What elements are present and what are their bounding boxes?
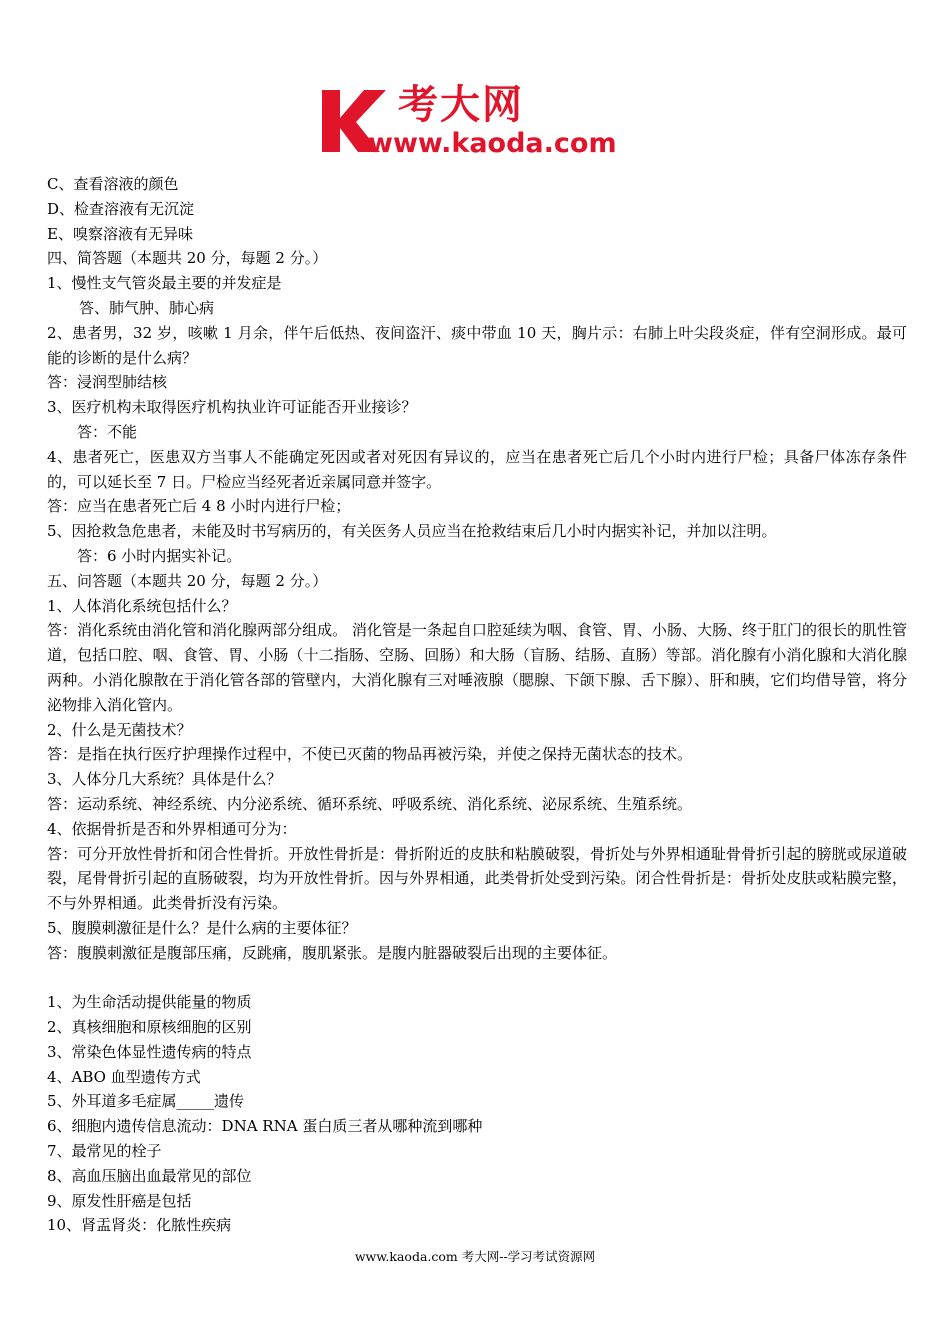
answer: 答：浸润型肺结核 (47, 373, 168, 392)
answer: 答：消化系统由消化管和消化腺两部分组成。 消化管是一条起自口腔延续为咽、食管、胃、小肠、大肠、终于肛门的很长的肌性管道，包括口腔、咽、食管、胃、小肠（十二指肠、空肠、回肠）和大肠（盲肠、结肠、直肠）等部。消化腺有小消化腺和大消化腺两种。小消化腺散在于消化管各部的管壁内，大消化腺有三对唾液腺（腮腺、下颌下腺、舌下腺）、肝和胰，它们均借导管，将分泌物排入消化管内。 (47, 621, 907, 714)
question: 4、依据骨折是否和外界相通可分为： (47, 819, 297, 838)
question: 5、腹膜刺激征是什么？是什么病的主要体征？ (47, 918, 357, 937)
answer: 答：是指在执行医疗护理操作过程中，不使已灭菌的物品再被污染，并使之保持无菌状态的技术。 (47, 745, 693, 764)
list-item: 1、为生命活动提供能量的物质 (47, 993, 252, 1012)
list-item: 4、ABO 血型遗传方式 (47, 1067, 201, 1086)
answer: 答、肺气肿、肺心病 (79, 298, 215, 317)
answer: 答：6 小时内据实补记。 (77, 546, 242, 565)
question: 3、人体分几大系统？具体是什么？ (47, 770, 282, 789)
option-c: C、查看溶液的颜色 (47, 175, 179, 193)
section-heading-short-answer: 四、简答题（本题共 20 分，每题 2 分。） (47, 249, 328, 268)
question: 2、什么是无菌技术？ (47, 720, 192, 739)
list-item: 5、外耳道多毛症属_____遗传 (47, 1092, 245, 1111)
answer: 答：可分开放性骨折和闭合性骨折。开放性骨折是：骨折附近的皮肤和粘膜破裂，骨折处与外界相通耻骨骨折引起的膀胱或尿道破裂，尾骨骨折引起的直肠破裂，均为开放性骨折。因与外界相通，此类骨折处受到污染。闭合性骨折是：骨折处皮肤或粘膜完整，不与外界相通。此类骨折没有污染。 (47, 844, 907, 913)
list-item: 2、真核细胞和原核细胞的区别 (47, 1018, 252, 1037)
answer: 答：应当在患者死亡后 4 8 小时内进行尸检； (47, 497, 351, 516)
list-item: 10、肾盂肾炎：化脓性疾病 (47, 1216, 232, 1235)
blank-line (47, 966, 907, 991)
question: 3、医疗机构未取得医疗机构执业许可证能否开业接诊？ (47, 398, 417, 417)
list-item: 8、高血压脑出血最常见的部位 (47, 1166, 252, 1185)
logo-chinese-text: 考大网 (398, 82, 524, 128)
answer: 答：运动系统、神经系统、内分泌系统、循环系统、呼吸系统、消化系统、泌尿系统、生殖系统。 (47, 794, 693, 813)
question: 5、因抢救急危患者，未能及时书写病历的，有关医务人员应当在抢救结束后几小时内据实补记，并加以注明。 (47, 522, 777, 541)
question: 2、患者男，32 岁，咳嗽 1 月余，伴午后低热、夜间盗汗、痰中带血 10 天，胸片示：右肺上叶尖段炎症，伴有空洞形成。最可能的诊断的是什么病？ (47, 323, 907, 367)
list-item: 6、细胞内遗传信息流动：DNA RNA 蛋白质三者从哪种流到哪种 (47, 1117, 483, 1136)
logo-url-text: www.kaoda.com (368, 128, 617, 159)
list-item: 3、常染色体显性遗传病的特点 (47, 1042, 252, 1061)
option-d: D、检查溶液有无沉淀 (47, 199, 195, 218)
kaoda-logo (318, 80, 638, 162)
answer: 答：腹膜刺激征是腹部压痛，反跳痛，腹肌紧张。是腹内脏器破裂后出现的主要体征。 (47, 943, 618, 962)
section-heading-essay: 五、问答题（本题共 20 分，每题 2 分。） (47, 571, 328, 590)
document-body (47, 172, 907, 1238)
question: 1、人体消化系统包括什么？ (47, 596, 237, 615)
list-item: 7、最常见的栓子 (47, 1142, 162, 1161)
list-item: 9、原发性肝癌是包括 (47, 1191, 192, 1210)
question: 1、慢性支气管炎最主要的并发症是 (47, 274, 282, 293)
page-footer: www.kaoda.com 考大网--学习考试资源网 (354, 1249, 596, 1264)
question: 4、患者死亡，医患双方当事人不能确定死因或者对死因有异议的，应当在患者死亡后几个小时内进行尸检；具备尸体冻存条件的，可以延长至 7 日。尸检应当经死者近亲属同意并签字。 (47, 447, 907, 491)
answer: 答：不能 (77, 422, 138, 441)
option-e: E、嗅察溶液有无异味 (47, 224, 193, 243)
